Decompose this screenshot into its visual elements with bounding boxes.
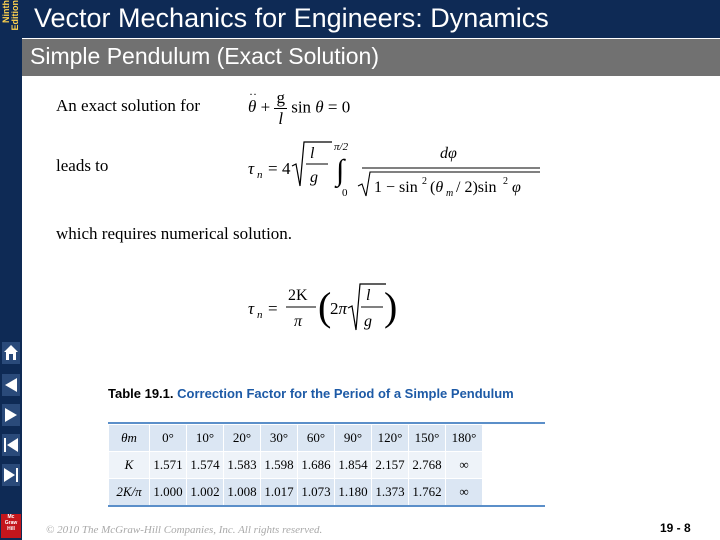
edition-line2: Edition: [10, 0, 20, 31]
table-cell: 10°: [187, 425, 224, 452]
table-cell: ∞: [446, 452, 483, 479]
table-cell: 1.373: [372, 479, 409, 506]
table-cell: 20°: [224, 425, 261, 452]
table-cell: 90°: [335, 425, 372, 452]
copyright-notice: © 2010 The McGraw-Hill Companies, Inc. All rights reserved.: [46, 524, 323, 536]
equation-period-correction: [244, 280, 398, 338]
home-icon[interactable]: [2, 342, 20, 364]
table-cell: 1.180: [335, 479, 372, 506]
table-cell: 2.768: [409, 452, 446, 479]
svg-text:4: 4: [282, 159, 291, 178]
table-cell: 30°: [261, 425, 298, 452]
svg-text:): ): [384, 284, 398, 329]
equation-motion: θ ·· + $\frac{g}{l}$ sin θ = 0: [248, 87, 351, 128]
svg-text:2K: 2K: [288, 287, 308, 304]
svg-text:2π: 2π: [330, 299, 348, 318]
page-title: Vector Mechanics for Engineers: Dynamics: [34, 3, 549, 33]
svg-text:g: g: [310, 169, 318, 186]
table-cell: 180°: [446, 425, 483, 452]
table-cell: 1.598: [261, 452, 298, 479]
table-cell: 1.008: [224, 479, 261, 506]
svg-text:τ: τ: [248, 299, 255, 318]
svg-text:(θ: (θ: [430, 179, 444, 196]
header-bar: [22, 0, 720, 38]
svg-text:π/2: π/2: [334, 141, 349, 153]
body-line-1: An exact solution for: [56, 96, 200, 115]
svg-text:φ: φ: [512, 179, 521, 196]
svg-text:n: n: [257, 309, 263, 321]
svg-text:=: =: [268, 159, 278, 178]
table-caption: [108, 385, 548, 402]
table-cell: 1.073: [298, 479, 335, 506]
table-cell: ∞: [446, 479, 483, 506]
last-icon[interactable]: [2, 464, 20, 486]
table-cell: 1.017: [261, 479, 298, 506]
table-cell: 2.157: [372, 452, 409, 479]
svg-text:dφ: dφ: [440, 145, 457, 162]
slide-number: 19 - 8: [660, 521, 691, 535]
svg-text:π: π: [294, 313, 303, 330]
table-cell: 1.002: [187, 479, 224, 506]
table-cell: 120°: [372, 425, 409, 452]
table-row: [109, 479, 483, 506]
svg-text:τ: τ: [248, 159, 255, 178]
equation-period-integral: [244, 136, 544, 200]
svg-text:/ 2)sin: / 2)sin: [456, 179, 497, 196]
table-cell: 1.571: [150, 452, 187, 479]
table-cell: 1.686: [298, 452, 335, 479]
first-icon[interactable]: [2, 434, 20, 456]
svg-text:=: =: [268, 299, 278, 318]
table-cell: 0°: [150, 425, 187, 452]
svg-text:0: 0: [342, 187, 348, 199]
svg-text:2: 2: [503, 176, 508, 187]
row-header: θm: [109, 425, 150, 452]
svg-text:1 − sin: 1 − sin: [374, 179, 418, 196]
table-bottom-rule: [108, 505, 545, 507]
table-row: [109, 425, 483, 452]
svg-text:m: m: [446, 188, 454, 199]
table-cell: 1.574: [187, 452, 224, 479]
next-icon[interactable]: [2, 404, 20, 426]
svg-text:g: g: [364, 313, 372, 330]
table-label: Table 19.1.: [108, 386, 174, 401]
mcgraw-hill-logo: Mc Graw Hill: [1, 514, 21, 538]
table-cell: 1.854: [335, 452, 372, 479]
subheader-bar: [22, 39, 720, 76]
table-cell: 1.583: [224, 452, 261, 479]
row-header: 2K/π: [109, 479, 150, 506]
table-cell: 1.000: [150, 479, 187, 506]
edition-line1: Ninth: [1, 0, 11, 23]
table-cell: 1.762: [409, 479, 446, 506]
table-cell: 60°: [298, 425, 335, 452]
svg-text:∫: ∫: [336, 154, 345, 187]
body-line-2: leads to: [56, 156, 109, 175]
svg-text:n: n: [257, 169, 263, 181]
table-title: Correction Factor for the Period of a Simple Pendulum: [177, 386, 514, 401]
svg-text:(: (: [318, 284, 332, 329]
table-cell: 150°: [409, 425, 446, 452]
correction-factor-table: [108, 424, 483, 506]
table-row: [109, 452, 483, 479]
svg-text:l: l: [310, 145, 315, 162]
row-header: K: [109, 452, 150, 479]
body-line-3: which requires numerical solution.: [56, 224, 293, 243]
slide-subtitle: Simple Pendulum (Exact Solution): [30, 43, 379, 69]
previous-icon[interactable]: [2, 374, 20, 396]
sidebar: [0, 0, 22, 540]
edition-label: [0, 0, 22, 44]
svg-text:l: l: [366, 287, 371, 304]
svg-text:2: 2: [422, 176, 427, 187]
